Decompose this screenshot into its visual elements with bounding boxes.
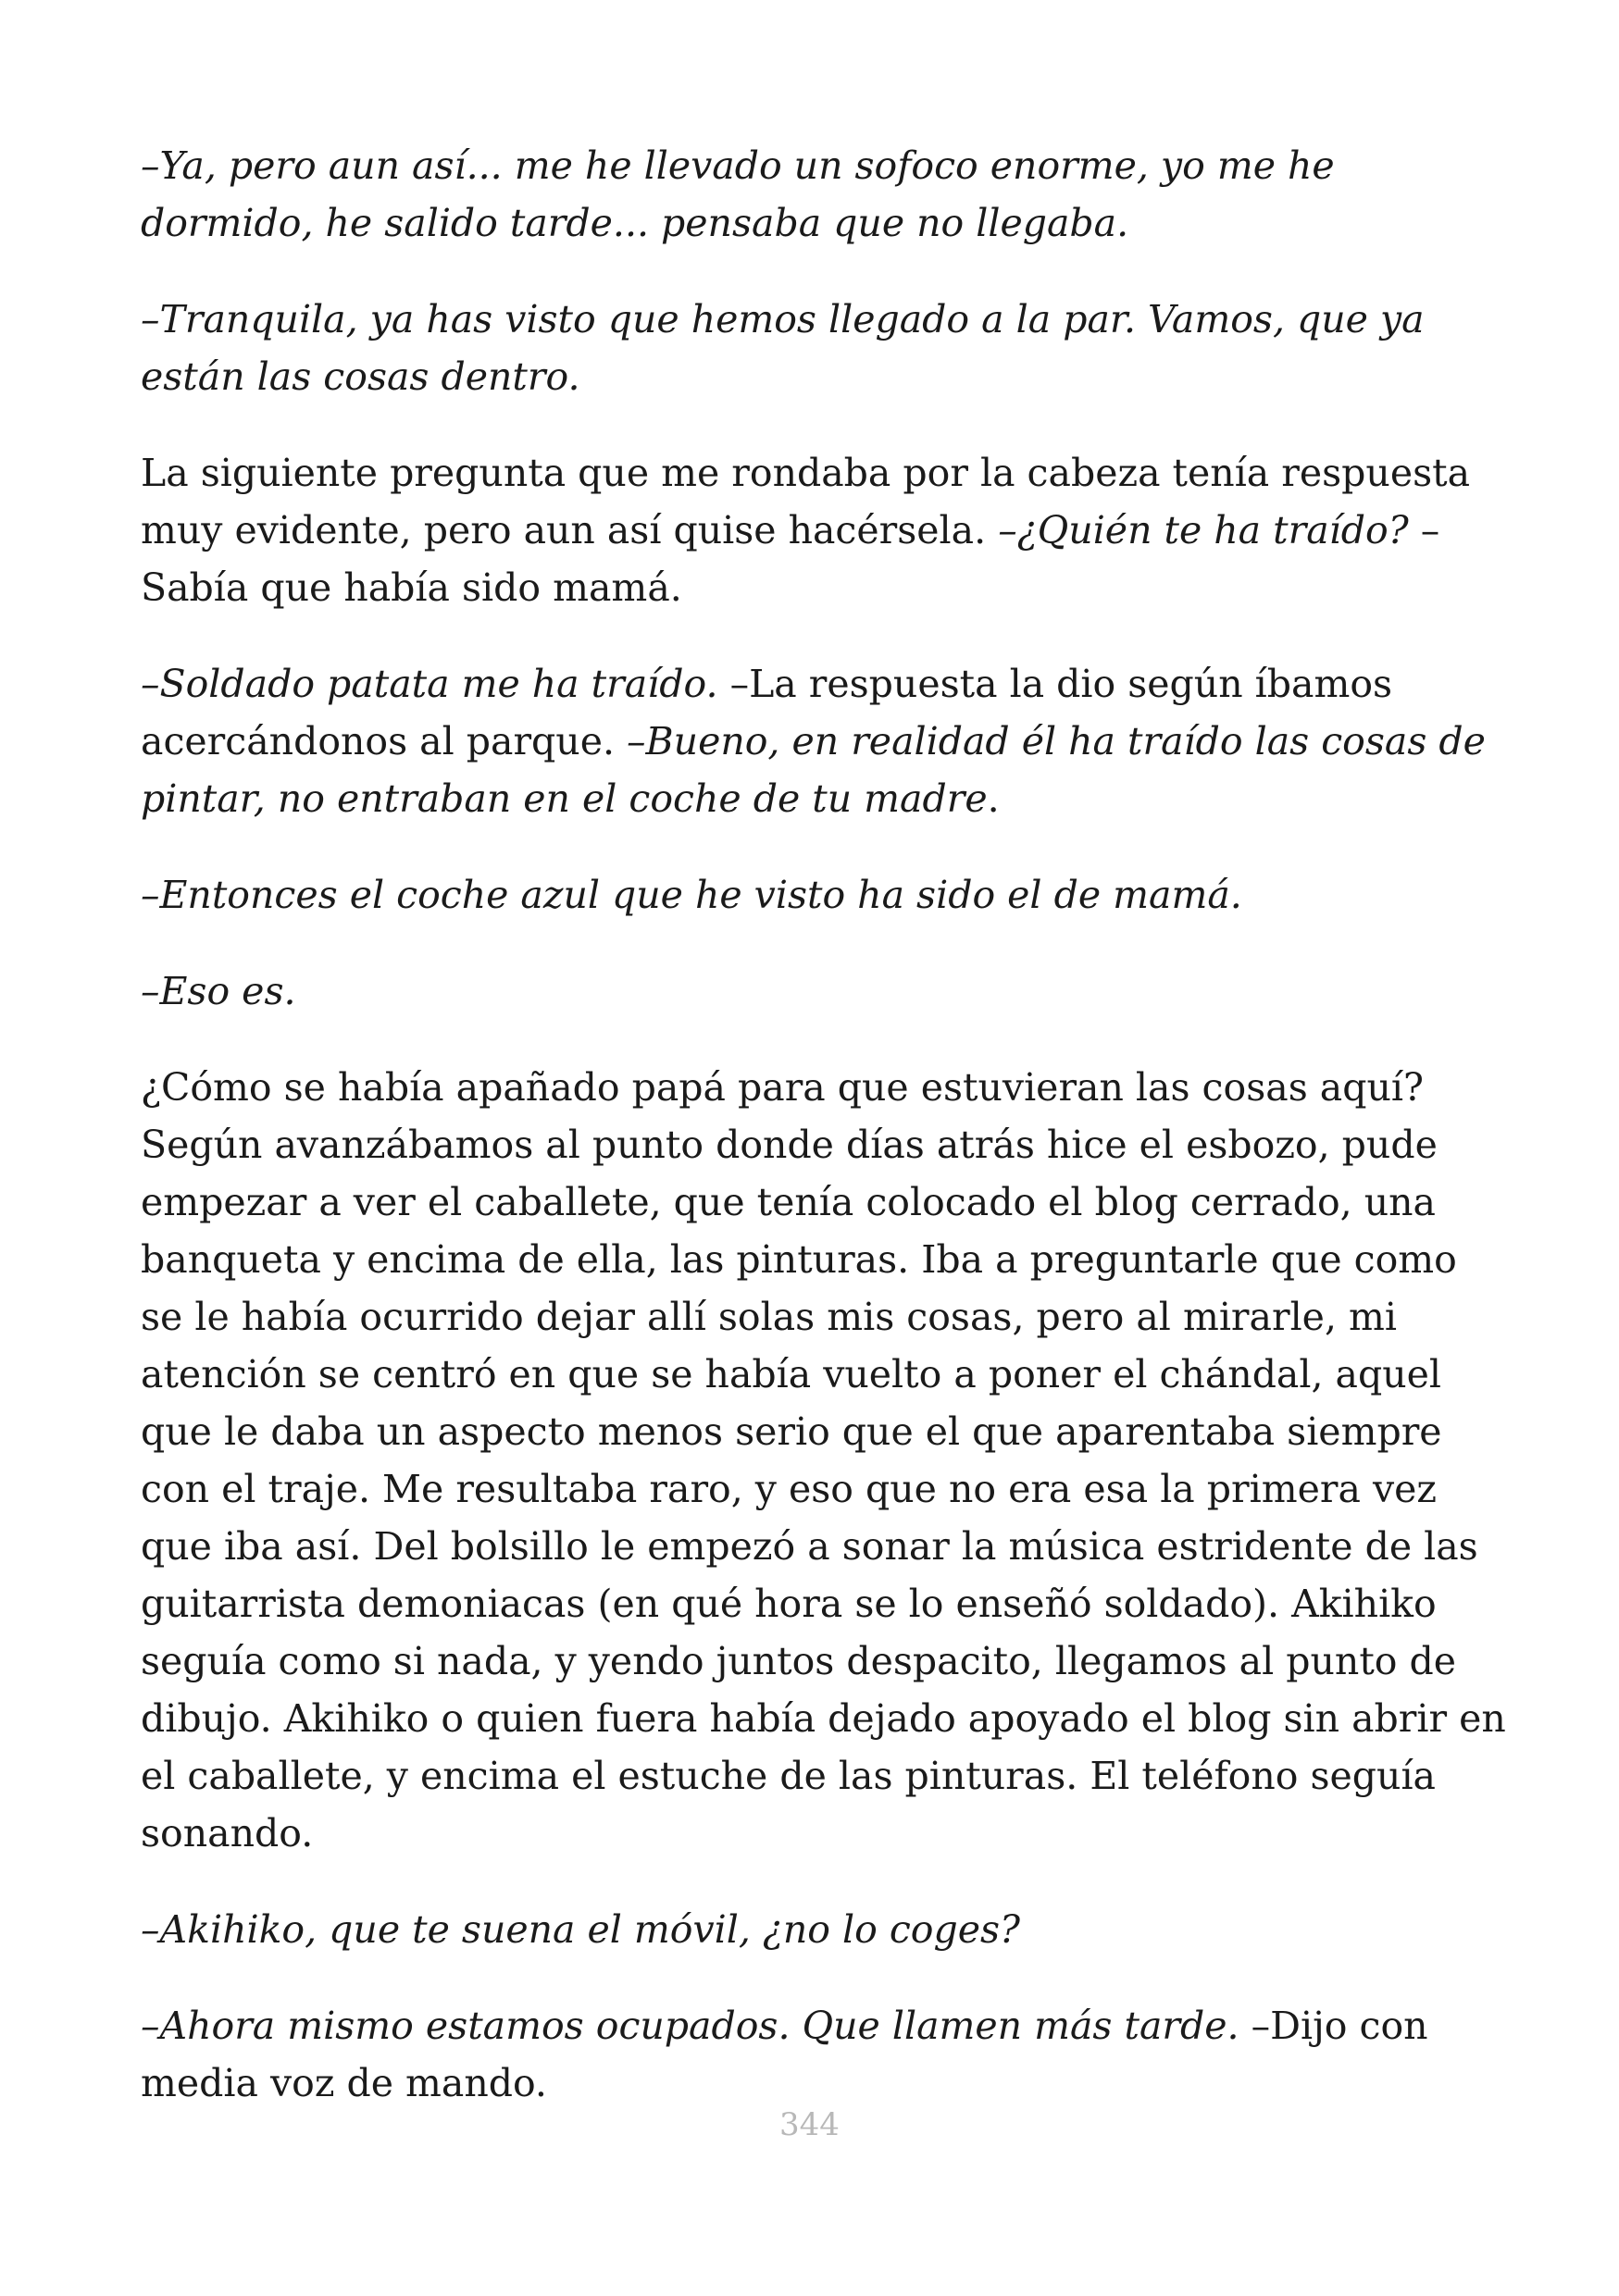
- paragraph: [141, 866, 1511, 924]
- narration-text: .: [987, 776, 1000, 821]
- dialogue-text: –Soldado patata me ha traído.: [141, 662, 718, 706]
- narration-text: ¿Cómo se había apañado papá para que estuvieran las cosas aquí? Según avanzábamos al punto donde días atrás hice el esbozo, pude empezar a ver el caballete, que tenía colocado el blog cerrado, una banqueta y encima de ella, las pinturas. Iba a preguntarle que como se le había ocurrido dejar allí solas mis cosas, pero al mirarle, mi atención se centró en que se había vuelto a poner el chándal, aquel que le daba un aspecto menos serio que el que aparentaba siempre con el traje. Me resultaba raro, y eso que no era esa la primera vez que iba así. Del bolsillo le empezó a sonar la música estridente de las guitarrista demoniacas (en qué hora se lo enseñó soldado). Akihiko seguía como si nada, y yendo juntos despacito, llegamos al punto de dibujo. Akihiko o quien fuera había dejado apoyado el blog sin abrir en el caballete, y encima el estuche de las pinturas. El teléfono seguía sonando.: [141, 1065, 1506, 1855]
- dialogue-text: –Ya, pero aun así... me he llevado un sofoco enorme, yo me he dormido, he salido tarde... pensaba que no llegaba.: [141, 143, 1335, 245]
- paragraph: [141, 1901, 1511, 1958]
- dialogue-text: –Ahora mismo estamos ocupados. Que llamen más tarde.: [141, 2004, 1239, 2048]
- dialogue-text: –Akihiko, que te suena el móvil, ¿no lo coges?: [141, 1907, 1021, 1952]
- dialogue-text: –¿Quién te ha traído?: [998, 508, 1409, 552]
- dialogue-text: –Bueno, en realidad él ha traído las cosas de pintar, no entraban en el coche de tu madre: [141, 719, 1486, 821]
- narration-text: –Dijo con media voz de mando.: [141, 2004, 1428, 2105]
- paragraph: [141, 1997, 1511, 2112]
- paragraph: [141, 137, 1511, 252]
- paragraph: [141, 444, 1511, 616]
- paragraph: [141, 655, 1511, 827]
- dialogue-text: –Entonces el coche azul que he visto ha sido el de mamá.: [141, 873, 1242, 917]
- narration-text: La siguiente pregunta que me rondaba por la cabeza tenía respuesta muy evidente, pero aun así quise hacérsela.: [141, 451, 1471, 552]
- paragraph: [141, 1059, 1511, 1862]
- paragraph: [141, 291, 1511, 405]
- narration-text: –Sabía que había sido mamá.: [141, 508, 1440, 610]
- page-number: 344: [779, 2106, 840, 2143]
- paragraph: [141, 962, 1511, 1020]
- body-text: [141, 137, 1511, 2151]
- dialogue-text: –Eso es.: [141, 969, 296, 1013]
- dialogue-text: –Tranquila, ya has visto que hemos llegado a la par. Vamos, que ya están las cosas dentro.: [141, 297, 1425, 399]
- narration-text: –La respuesta la dio según íbamos acercándonos al parque.: [141, 662, 1393, 763]
